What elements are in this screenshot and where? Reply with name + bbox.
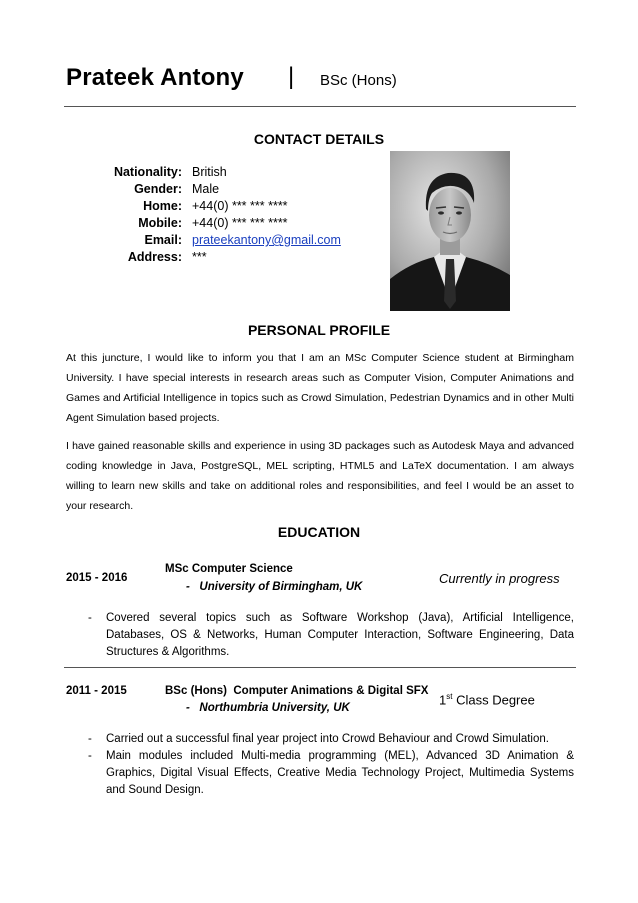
contact-row-nationality xyxy=(100,164,360,181)
contact-section-title: CONTACT DETAILS xyxy=(253,131,385,147)
education-course: BSc (Hons) Computer Animations & Digital SFX xyxy=(165,685,429,697)
contact-value: *** xyxy=(192,250,207,264)
education-grade xyxy=(439,692,535,707)
profile-paragraph: I have gained reasonable skills and experience in using 3D packages such as Autodesk Maya and advanced coding knowledge in Java, PostgreSQL, MEL scripting, HTML5 and LaTeX documentation. I am always willing to learn new skills and take on additional roles and responsibilities, and feel I would be an asset to your research. xyxy=(66,440,574,512)
education-details-list xyxy=(88,610,574,661)
contact-label: Email: xyxy=(144,233,182,247)
contact-details-table xyxy=(100,164,360,266)
contact-value: +44(0) *** *** **** xyxy=(192,216,288,230)
education-status: Currently in progress xyxy=(439,571,560,586)
grade-text: Class Degree xyxy=(452,692,535,708)
contact-label: Nationality: xyxy=(113,165,182,179)
candidate-degree: BSc (Hons) xyxy=(320,72,397,89)
education-divider xyxy=(64,667,576,668)
education-details-list xyxy=(88,731,574,799)
grade-number: 1 xyxy=(439,692,447,708)
candidate-name: Prateek Antony xyxy=(66,64,244,91)
contact-row-email xyxy=(100,232,360,249)
bullet-dash: - xyxy=(186,581,200,593)
header-divider xyxy=(64,106,576,107)
profile-section-title: PERSONAL PROFILE xyxy=(247,322,391,338)
contact-row-address xyxy=(100,249,360,266)
email-link[interactable]: prateekantony@gmail.com xyxy=(192,233,341,247)
contact-label: Mobile: xyxy=(138,216,182,230)
grade-suffix: st xyxy=(446,692,453,701)
profile-photo-image xyxy=(390,151,510,311)
contact-label: Address: xyxy=(127,250,182,264)
contact-row-mobile xyxy=(100,215,360,232)
education-course: MSc Computer Science xyxy=(165,563,293,575)
contact-label: Home: xyxy=(143,199,182,213)
contact-row-home xyxy=(100,198,360,215)
list-item: - Carried out a successful final year project into Crowd Behaviour and Crowd Simulation. xyxy=(88,731,574,748)
bullet-dash: - xyxy=(186,702,200,714)
header-separator: | xyxy=(288,63,295,90)
education-years: 2015 - 2016 xyxy=(66,572,128,584)
contact-value: British xyxy=(192,165,227,179)
list-item: - Covered several topics such as Software Workshop (Java), Artificial Intelligence, Databases, OS & Networks, Human Computer Interaction, Software Engineering, Data Structures & Algorithms. xyxy=(88,610,574,661)
university-name: Northumbria University, UK xyxy=(199,702,350,714)
list-item: - Main modules included Multi-media programming (MEL), Advanced 3D Animation & Graphics, Digital Visual Effects, Creative Media Technology Project, Multimedia Systems and Sound Design. xyxy=(88,748,574,799)
education-university xyxy=(186,702,350,714)
profile-photo xyxy=(390,151,510,311)
education-section-title: EDUCATION xyxy=(277,524,361,540)
contact-row-gender xyxy=(100,181,360,198)
education-university xyxy=(186,581,362,593)
contact-value: +44(0) *** *** **** xyxy=(192,199,288,213)
contact-label: Gender: xyxy=(134,182,182,196)
university-name: University of Birmingham, UK xyxy=(199,581,363,593)
contact-value: Male xyxy=(192,182,220,196)
profile-paragraph: At this juncture, I would like to inform you that I am an MSc Computer Science student at Birmingham University. I have special interests in research areas such as Computer Vision, Computer Animations and Games and Artificial Intelligence in topics such as Crowd Simulation, Pedestrian Dynamics and in other Multi Agent Simulation based projects. xyxy=(66,352,574,424)
education-years: 2011 - 2015 xyxy=(66,685,127,697)
